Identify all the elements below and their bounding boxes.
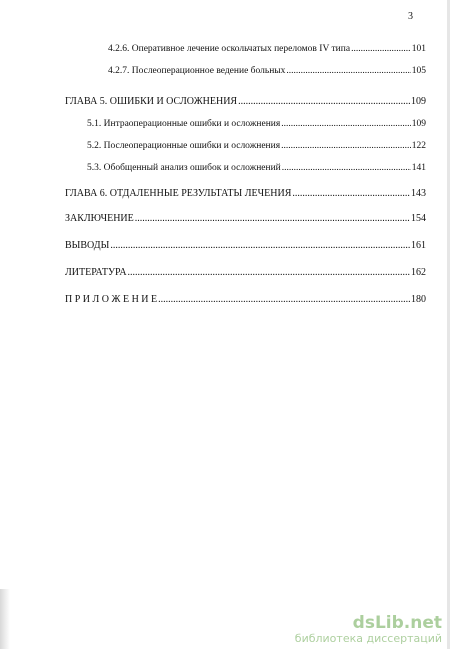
toc-leader-dots: [286, 67, 410, 77]
toc-leader-dots: [238, 97, 410, 107]
toc-entry-title: 4.2.6. Оперативное лечение оскольчатых переломов IV типа: [108, 44, 351, 54]
toc-entry-page: 122: [411, 141, 426, 151]
toc-entry-title: ЛИТЕРАТУРА: [65, 267, 127, 278]
page-number: 3: [408, 11, 413, 22]
toc-entry-chapter-5: [65, 97, 426, 107]
toc-leader-dots: [110, 241, 410, 251]
toc-leader-dots: [281, 120, 410, 130]
toc-entry-title: 4.2.7. Послеоперационное ведение больных: [108, 66, 286, 76]
toc-entry-page: 105: [411, 66, 426, 76]
toc-entry-title: ЗАКЛЮЧЕНИЕ: [65, 213, 134, 224]
toc-entry-conclusion: [65, 214, 426, 224]
toc-leader-dots: [281, 142, 411, 152]
toc-entry-appendix: [65, 295, 426, 305]
toc-entry-page: 109: [411, 96, 426, 107]
toc-entry-page: 154: [411, 213, 426, 224]
toc-entry-title: 5.1. Интраоперационные ошибки и осложнения: [87, 119, 281, 129]
toc-entry-title: 5.2. Послеоперационные ошибки и осложнения: [87, 141, 281, 151]
toc-entry-page: 180: [411, 294, 426, 305]
toc-entry-4-2-6: [108, 45, 426, 55]
watermark-logo: dsLib.net: [352, 613, 442, 634]
toc-entry-title: П Р И Л О Ж Е Н И Е: [65, 294, 158, 305]
toc-entry-title: ГЛАВА 6. ОТДАЛЕННЫЕ РЕЗУЛЬТАТЫ ЛЕЧЕНИЯ: [65, 188, 292, 199]
toc-entry-title: 5.3. Обобщенный анализ ошибок и осложнений: [87, 163, 281, 173]
toc-entry-literature: [65, 268, 426, 278]
toc-entry-page: 143: [411, 188, 426, 199]
toc-entry-page: 101: [411, 44, 426, 54]
toc-entry-page: 109: [411, 119, 426, 129]
toc-entry-4-2-7: [108, 67, 426, 77]
toc-leader-dots: [351, 45, 411, 55]
toc-entry-5-1: [87, 120, 426, 130]
toc-entry-findings: [65, 241, 426, 251]
toc-entry-title: ГЛАВА 5. ОШИБКИ И ОСЛОЖНЕНИЯ: [65, 96, 238, 107]
toc-entry-5-2: [87, 142, 426, 152]
toc-entry-chapter-6: [65, 189, 426, 199]
toc-entry-5-3: [87, 164, 426, 174]
watermark-tagline: библиотека диссертаций: [294, 631, 442, 645]
toc-leader-dots: [128, 268, 410, 278]
toc-leader-dots: [292, 189, 410, 199]
toc-leader-dots: [135, 214, 410, 224]
toc-leader-dots: [282, 164, 411, 174]
watermark: [295, 614, 442, 645]
toc-leader-dots: [158, 295, 410, 305]
toc-entry-page: 162: [411, 267, 426, 278]
toc-entry-title: ВЫВОДЫ: [65, 240, 110, 251]
toc-entry-page: 141: [411, 163, 426, 173]
toc-entry-page: 161: [411, 240, 426, 251]
